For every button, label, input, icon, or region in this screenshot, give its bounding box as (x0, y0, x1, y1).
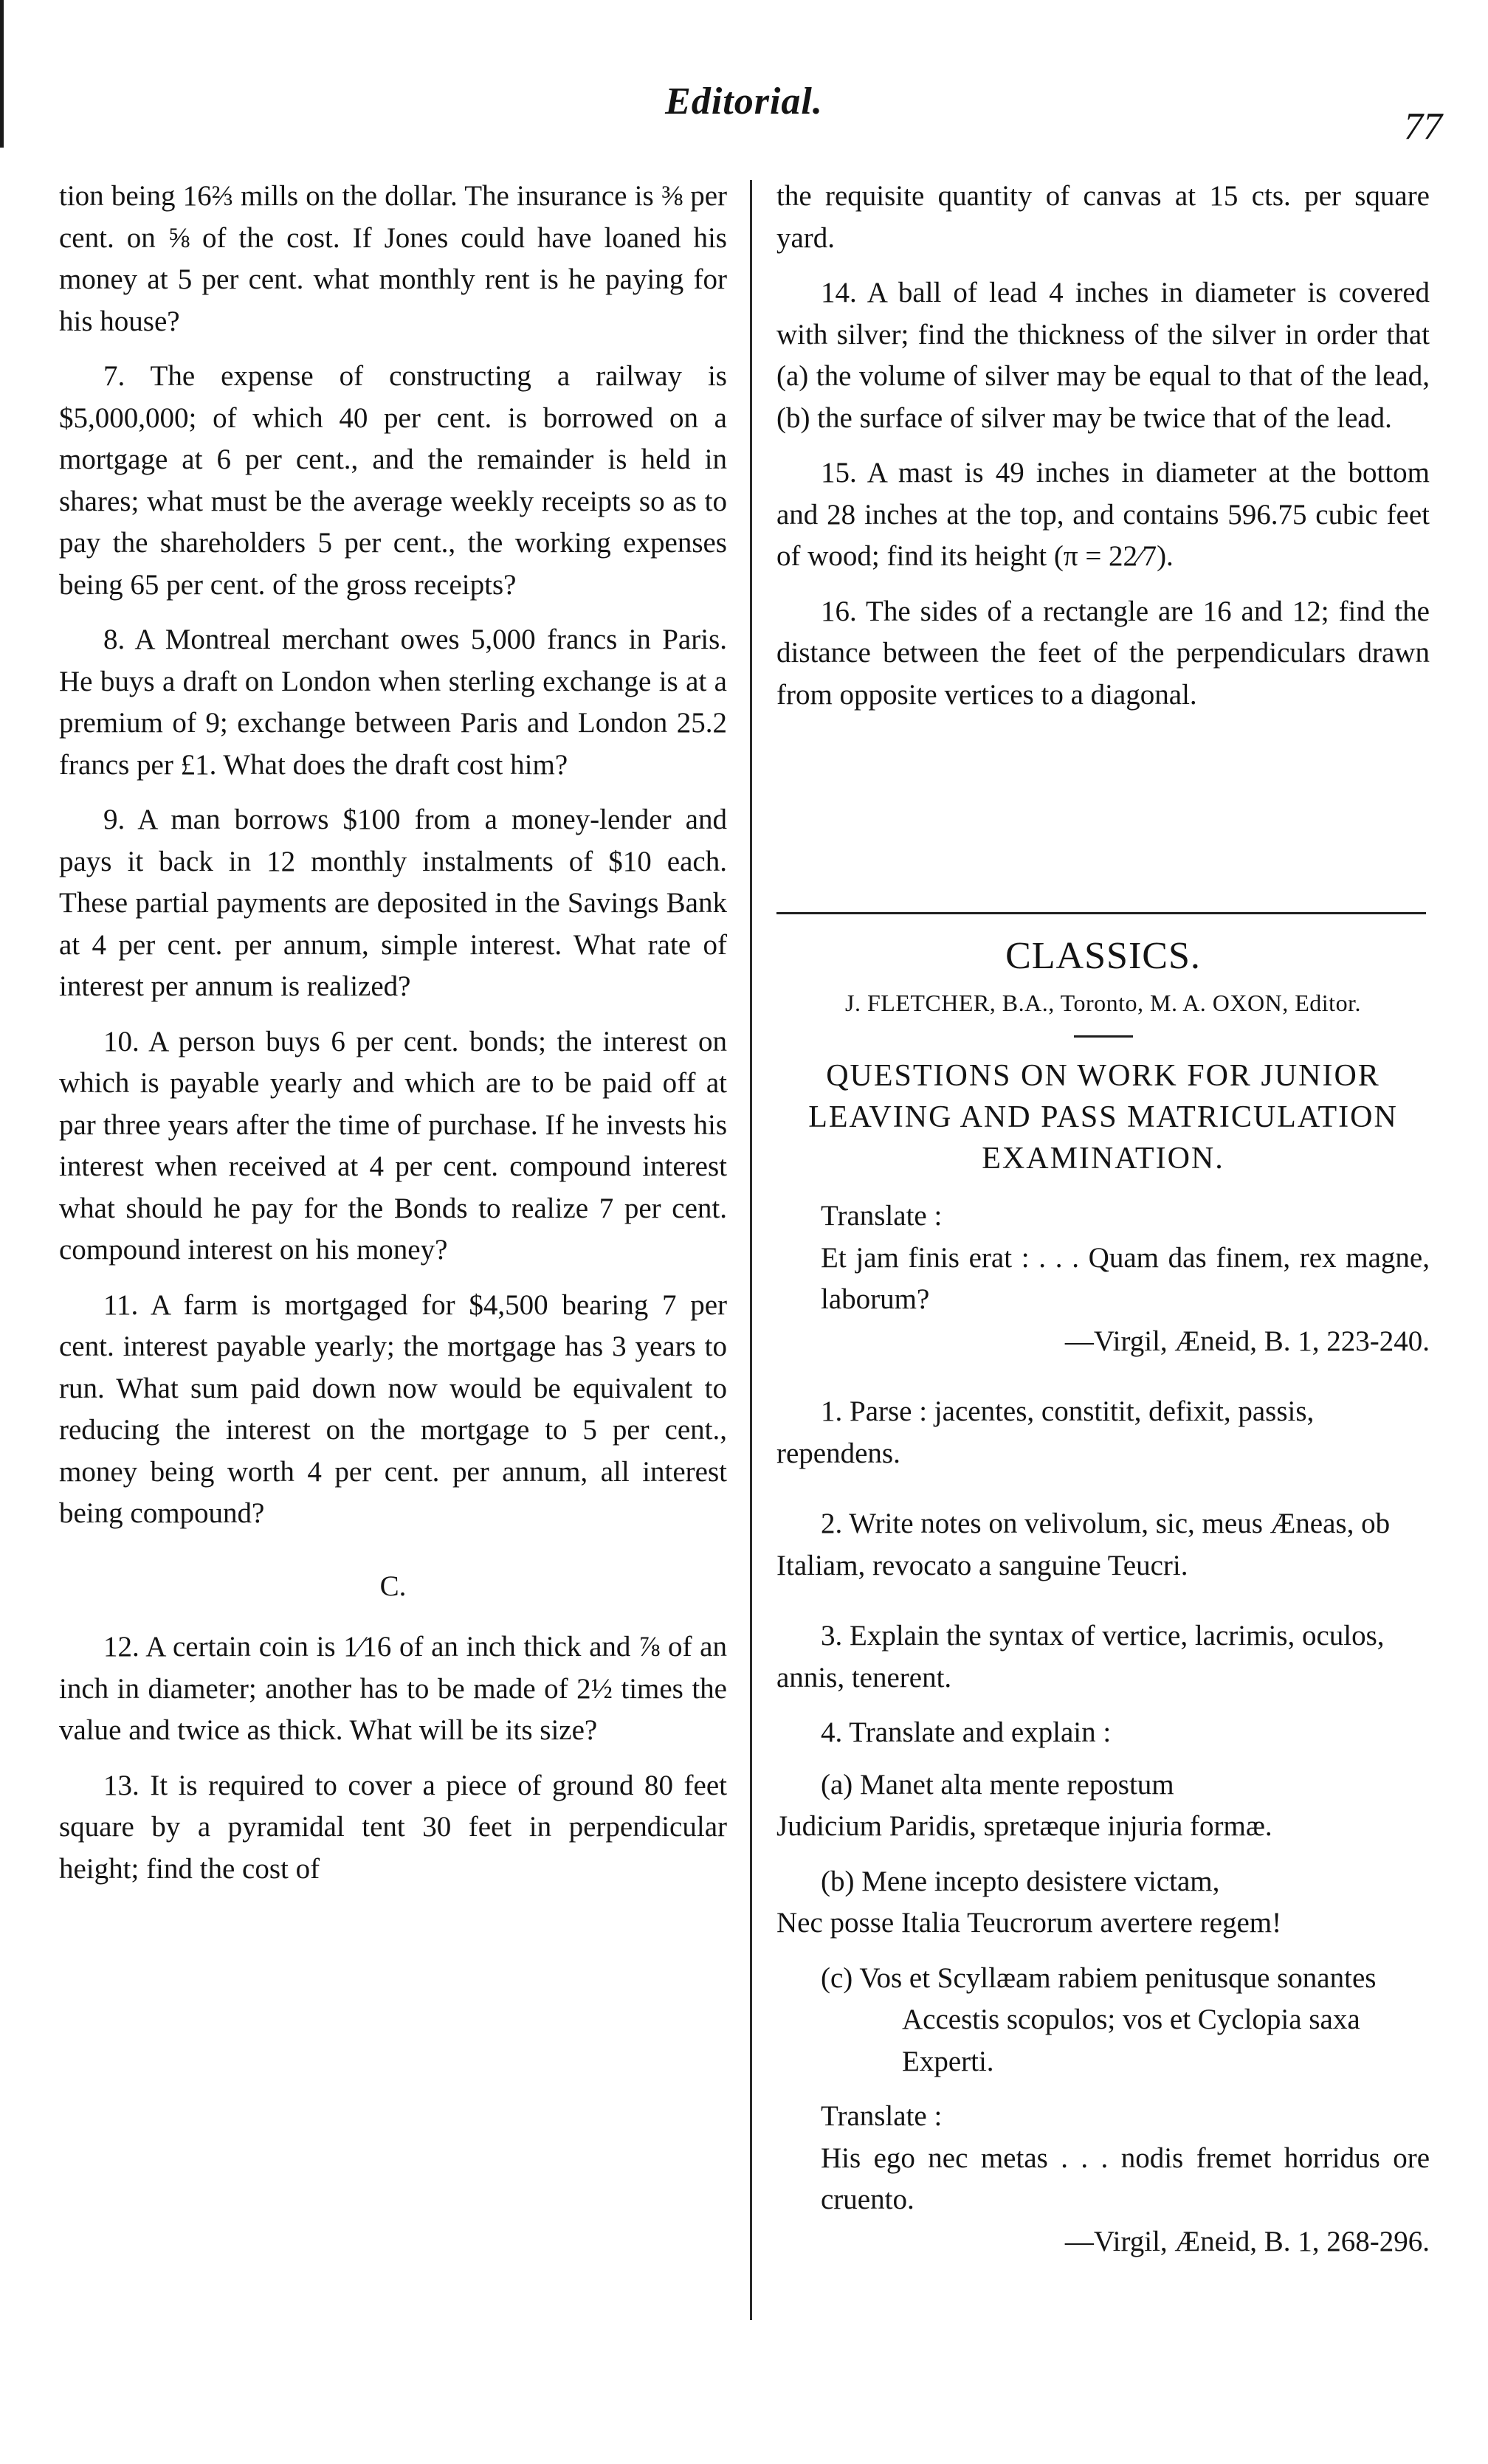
problem-11: 11. A farm is mortgaged for $4,500 bearing 7 per cent. interest payable yearly; the mortgage has 3 years to run. What sum paid down now would be equivalent to reducing the interest on the mortgage to 5 per cent., money being worth 4 per cent. per annum, all interest being compound? (59, 1288, 727, 1529)
problem-9: 9. A man borrows $100 from a money-lender and pays it back in 12 monthly instalments of $10 each. These partial payments are deposited in the Savings Bank at 4 per cent. per annum, simple interest. What rate of interest per annum is realized? (59, 804, 727, 1002)
page-number: 77 (1404, 106, 1442, 148)
latin-quote-2: His ego nec metas . . . nodis fremet horridus ore cruento. (821, 2142, 1430, 2215)
editor-credit: J. FLETCHER, B.A., Toronto, M. A. OXON, Editor. (845, 989, 1361, 1016)
short-rule (1074, 1035, 1133, 1038)
right-column (776, 176, 1430, 729)
problem-15: 15. A mast is 49 inches in diameter at the bottom and 28 inches at the top, and contains 596.75 cubic feet of wood; find its height (π = 22⁄7). (776, 457, 1430, 572)
question-3: 3. Explain the syntax of vertice, lacrimis, oculos, annis, tenerent. (776, 1620, 1385, 1694)
problem-8: 8. A Montreal merchant owes 5,000 francs in Paris. He buys a draft on London when sterling exchange is at a premium of 9; exchange between Paris and London 25.2 francs per £1. What does the draft cost him? (59, 624, 727, 781)
questions-title: QUESTIONS ON WORK FOR JUNIOR LEAVING AND PASS MATRICULATION EXAMINATION. (808, 1059, 1398, 1176)
translate-label-2: Translate : (821, 2100, 943, 2132)
latin-quote-1: Et jam finis erat : . . . Quam das finem, rex magne, laborum? (821, 1241, 1430, 1315)
problem-13-continuation: the requisite quantity of canvas at 15 cts. per square yard. (776, 180, 1430, 254)
question-1: 1. Parse : jacentes, constitit, defixit, passis, rependens. (776, 1395, 1315, 1469)
question-4b-line-2: Nec posse Italia Teucrorum avertere regem! (776, 1907, 1282, 1939)
problem-14: 14. A ball of lead 4 inches in diameter is covered with silver; find the thickness of the silver in order that (a) the volume of silver may be equal to that of the lead, (b) the surface of silver may be twice that of the lead. (776, 277, 1430, 434)
classics-section (776, 936, 1430, 2263)
translate-label-1: Translate : (821, 1200, 943, 1232)
question-4c-line-1: (c) Vos et Scyllæam rabiem penitusque sonantes (821, 1961, 1377, 1994)
problem-continuation: tion being 16⅔ mills on the dollar. The insurance is ⅜ per cent. on ⅝ of the cost. If Jones could have loaned his money at 5 per cent. what monthly rent is he paying for his house? (59, 180, 727, 337)
column-divider (750, 180, 752, 2320)
question-4: 4. Translate and explain : (821, 1716, 1112, 1748)
problem-10: 10. A person buys 6 per cent. bonds; the interest on which is payable yearly and which are to be paid off at par three years after the time of purchase. If he invests his interest when received at 4 per cent. compound interest what should he pay for the Bonds to realize 7 per cent. compound interest on his money? (59, 1025, 727, 1266)
running-head: Editorial. (665, 80, 823, 122)
citation-2: —Virgil, Æneid, B. 1, 268-296. (1064, 2225, 1430, 2257)
binding-edge-line (0, 0, 4, 148)
citation-1: —Virgil, Æneid, B. 1, 223-240. (1064, 1325, 1430, 1357)
question-4a-line-2: Judicium Paridis, spretæque injuria formæ. (776, 1810, 1272, 1842)
section-c-heading: C. (379, 1570, 407, 1602)
problem-13: 13. It is required to cover a piece of ground 80 feet square by a pyramidal tent 30 feet in perpendicular height; find the cost of (59, 1769, 727, 1885)
problem-12: 12. A certain coin is 1⁄16 of an inch thick and ⅞ of an inch in diameter; another has to be made of 2½ times the value and twice as thick. What will be its size? (59, 1631, 727, 1746)
problem-7: 7. The expense of constructing a railway is $5,000,000; of which 40 per cent. is borrowed on a mortgage at 6 per cent., and the remainder is held in shares; what must be the average weekly receipts so as to pay the shareholders 5 per cent., the working expenses being 65 per cent. of the gross receipts? (59, 360, 727, 601)
section-rule (776, 912, 1426, 914)
question-4b-line-1: (b) Mene incepto desistere victam, (821, 1865, 1220, 1897)
question-2: 2. Write notes on velivolum, sic, meus Æneas, ob Italiam, revocato a sanguine Teucri. (776, 1508, 1391, 1581)
classics-title: CLASSICS. (1005, 935, 1201, 977)
question-4c-line-2: Accestis scopulos; vos et Cyclopia saxa Experti. (902, 2004, 1360, 2077)
question-4a-line-1: (a) Manet alta mente repostum (821, 1768, 1174, 1801)
left-column (59, 176, 727, 1903)
problem-16: 16. The sides of a rectangle are 16 and 12; find the distance between the feet of the perpendiculars drawn from opposite vertices to a diagonal. (776, 595, 1430, 711)
